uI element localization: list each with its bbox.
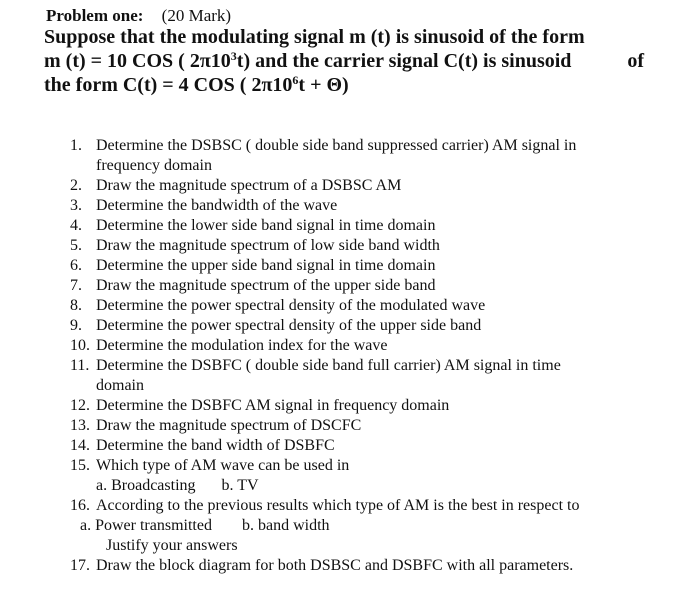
problem-marks: (20 Mark) (161, 6, 232, 25)
question-16-note (70, 536, 645, 556)
question-text: Determine the DSBFC AM signal in frequency domain (96, 397, 450, 414)
question-text: Determine the power spectral density of the upper side band (96, 317, 482, 334)
question-number: 14. (70, 437, 90, 454)
question-number: 6. (70, 257, 82, 274)
problem-header (46, 6, 231, 26)
question-text-line: Determine the DSBSC ( double side band suppressed carrier) AM signal in (96, 137, 577, 154)
question-item-2 (70, 176, 645, 196)
question-text (96, 356, 645, 396)
statement-text-2-end: of (627, 50, 644, 72)
question-number: 13. (70, 417, 90, 434)
statement-text-3 (44, 73, 349, 97)
question-text: Determine the power spectral density of the modulated wave (96, 297, 486, 314)
option-broadcasting: a. Broadcasting (96, 477, 196, 494)
statement-line-1 (44, 25, 644, 49)
statement-line-2 (44, 49, 644, 73)
question-number: 7. (70, 277, 82, 294)
question-text-line: Determine the DSBFC ( double side band full carrier) AM signal in time (96, 357, 561, 374)
question-text: Determine the lower side band signal in time domain (96, 217, 436, 234)
question-number: 2. (70, 177, 82, 194)
question-number: 16. (70, 497, 90, 514)
justify-note: Justify your answers (106, 537, 238, 554)
statement-text-2 (44, 49, 571, 73)
carrier-exponent: 6 (292, 73, 299, 87)
question-text: Which type of AM wave can be used in (96, 457, 350, 474)
question-text: Draw the block diagram for both DSBSC and DSBFC with all parameters. (96, 557, 574, 574)
question-text: Determine the upper side band signal in time domain (96, 257, 436, 274)
question-item-13 (70, 416, 645, 436)
carrier-formula-end: t + Θ) (298, 74, 349, 96)
question-text: Draw the magnitude spectrum of a DSBSC AM (96, 177, 402, 194)
question-item-1 (70, 136, 645, 176)
question-item-15 (70, 456, 645, 476)
question-item-10 (70, 336, 645, 356)
question-number: 1. (70, 137, 82, 154)
question-16-options (70, 516, 645, 536)
question-number: 10. (70, 337, 90, 354)
question-item-4 (70, 216, 645, 236)
question-item-14 (70, 436, 645, 456)
option-power-transmitted: a. Power transmitted (80, 517, 212, 534)
question-item-7 (70, 276, 645, 296)
question-text: Draw the magnitude spectrum of low side band width (96, 237, 440, 254)
question-text: Determine the band width of DSBFC (96, 437, 335, 454)
question-text: Determine the bandwidth of the wave (96, 197, 338, 214)
question-number: 17. (70, 557, 90, 574)
question-number: 9. (70, 317, 82, 334)
question-text: Determine the modulation index for the wave (96, 337, 388, 354)
question-number: 12. (70, 397, 90, 414)
question-text: According to the previous results which type of AM is the best in respect to (96, 497, 580, 514)
question-item-16 (70, 496, 645, 516)
carrier-intro: t) and the carrier signal C(t) is sinusoid (236, 50, 572, 72)
question-item-3 (70, 196, 645, 216)
carrier-formula: the form C(t) = 4 COS ( 2π10 (44, 74, 293, 96)
question-item-6 (70, 256, 645, 276)
statement-text-1: Suppose that the modulating signal m (t) is sinusoid of the form (44, 26, 585, 48)
problem-statement (44, 25, 644, 97)
question-text-continuation: domain (96, 377, 144, 394)
option-band-width: b. band width (241, 517, 330, 534)
question-15-options (70, 476, 645, 496)
question-text-continuation: frequency domain (96, 157, 212, 174)
statement-line-3 (44, 73, 644, 97)
problem-label: Problem one: (46, 6, 144, 25)
modulating-exponent: 3 (230, 49, 237, 63)
question-item-11 (70, 356, 645, 396)
question-number: 4. (70, 217, 82, 234)
question-item-9 (70, 316, 645, 336)
question-text: Draw the magnitude spectrum of the upper side band (96, 277, 436, 294)
question-number: 5. (70, 237, 82, 254)
question-item-8 (70, 296, 645, 316)
question-list (70, 136, 645, 576)
question-number: 11. (70, 357, 90, 374)
question-item-17 (70, 556, 645, 576)
question-text (96, 136, 645, 176)
modulating-formula: m (t) = 10 COS ( 2π10 (44, 50, 231, 72)
question-number: 3. (70, 197, 82, 214)
option-tv: b. TV (221, 477, 259, 494)
question-number: 8. (70, 297, 82, 314)
question-text: Draw the magnitude spectrum of DSCFC (96, 417, 362, 434)
question-item-12 (70, 396, 645, 416)
question-item-5 (70, 236, 645, 256)
question-number: 15. (70, 457, 90, 474)
